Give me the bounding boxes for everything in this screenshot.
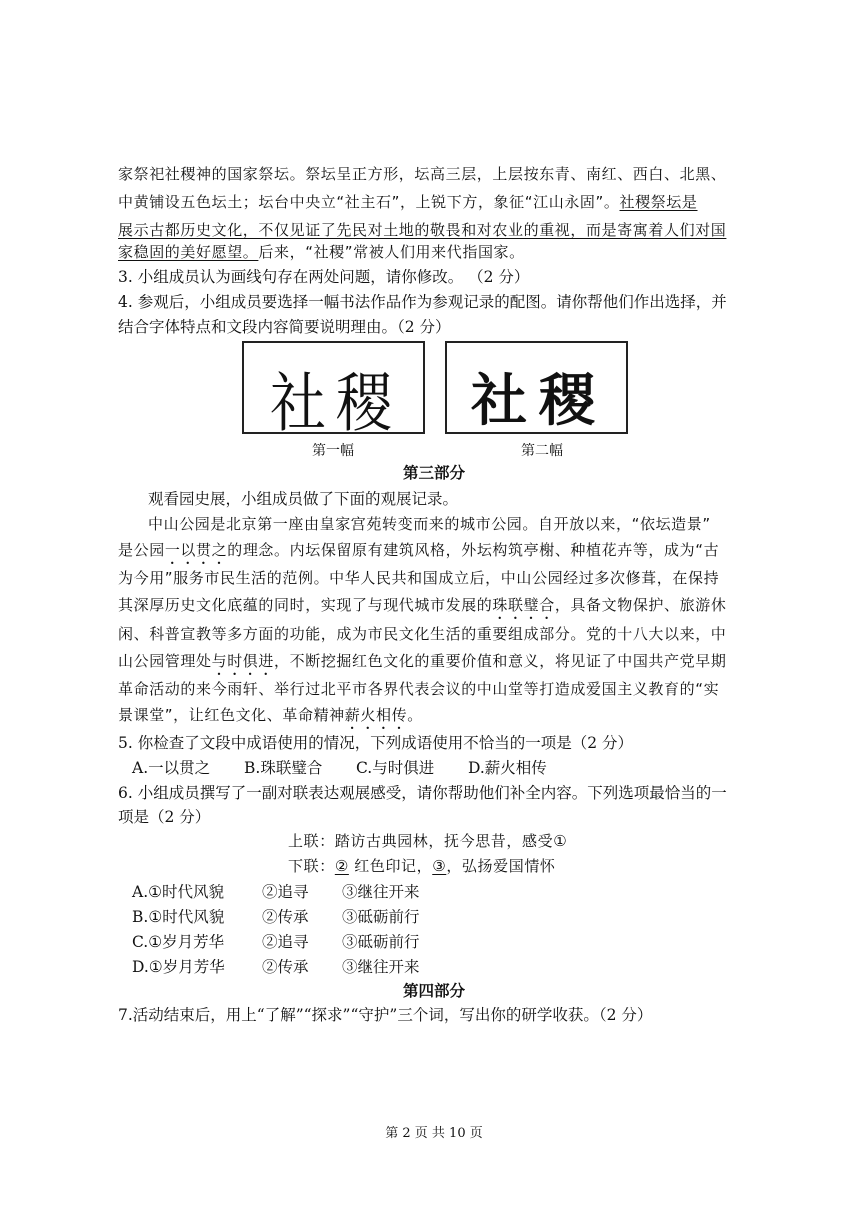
option-a: A.一以贯之: [132, 759, 211, 777]
option-part: ③继往开来: [342, 958, 420, 976]
option-part: ③继往开来: [342, 883, 420, 901]
couplet-upper: 上联：踏访古典园林，抚今思昔，感受①: [288, 832, 568, 850]
record-text: 山公园管理处: [118, 652, 212, 670]
question-5-stem: 5. 你检查了文段中成语使用的情况，下列成语使用不恰当的一项是（2 分）: [118, 734, 634, 752]
record-line-3: 为今用”服务市民生活的范例。中华人民共和国成立后，中山公园经过多次修葺，在保持: [118, 569, 720, 587]
seal-script-text: 社稷: [270, 366, 402, 442]
record-text: 其深厚历史文化底蕴的同时，实现了与现代城市发展的: [118, 596, 493, 614]
record-text: 景课堂”，让红色文化、革命精神: [118, 706, 345, 724]
question-4-line-1: 4. 参观后，小组成员要选择一幅书法作品作为参观记录的配图。请你帮他们作出选择，并: [118, 293, 727, 311]
part-3-heading: 第三部分: [402, 463, 465, 482]
option-c: C.与时俱进: [356, 759, 435, 777]
idiom-yiyiguanzhi: 一以贯之: [164, 541, 228, 559]
record-line-2: [118, 538, 719, 568]
record-text: 。: [407, 706, 423, 724]
image-2-caption: 第二幅: [521, 443, 563, 459]
record-line-7: 革命活动的来今雨轩、举行过北平市各界代表会议的中山堂等打造成爱国主义教育的“实: [118, 680, 720, 698]
record-line-8: [118, 703, 423, 733]
underlined-sentence-part: 社稷祭坛是: [619, 193, 698, 211]
blank-2: ②: [334, 857, 349, 875]
passage-line-3: [118, 218, 726, 242]
option-part: ③砥砺前行: [342, 908, 420, 926]
option-part: ②传承: [262, 908, 309, 926]
option-part: D.①岁月芳华: [132, 958, 225, 976]
idiom-xinhuoxiangchuan: 薪火相传: [344, 706, 408, 724]
question-5-options: [132, 756, 547, 780]
option-d: D.薪火相传: [468, 759, 547, 777]
page-footer: 第 2 页 共 10 页: [385, 1126, 483, 1141]
record-line-4: [118, 593, 726, 623]
option-b: B.珠联璧合: [244, 759, 323, 777]
question-6-option-c: [132, 930, 420, 954]
record-line-1: 中山公园是北京第一座由皇家宫苑转变而来的城市公园。自开放以来，“依坛造景”: [148, 515, 711, 533]
passage-line-1: 家祭祀社稷神的国家祭坛。祭坛呈正方形，坛高三层，上层按东青、南红、西白、北黑、: [118, 165, 727, 183]
record-text: 的理念。内坛保留原有建筑风格，外坛构筑亭榭、种植花卉等，成为“古: [227, 541, 720, 559]
record-text: 是公园: [118, 541, 165, 559]
question-6-option-b: [132, 905, 420, 929]
question-3: 3. 小组成员认为画线句存在两处问题，请你修改。 （2 分）: [118, 268, 530, 286]
clerical-script-text: 社稷: [471, 368, 607, 434]
couplet-lower: [288, 854, 556, 878]
passage-text: 中黄铺设五色坛土；坛台中央立“社主石”，上锐下方，象征“江山永固”。: [118, 193, 620, 211]
record-text: ，不断挖掘红色文化的重要价值和意义，将见证了中国共产党早期: [274, 652, 727, 670]
option-part: ②传承: [262, 958, 309, 976]
passage-line-2: [118, 190, 698, 214]
image-1-caption: 第一幅: [312, 443, 354, 459]
calligraphy-image-2: [445, 341, 628, 434]
option-part: ③砥砺前行: [342, 933, 420, 951]
option-part: B.①时代风貌: [132, 908, 225, 926]
option-part: ②追寻: [262, 933, 309, 951]
question-6-option-a: [132, 880, 420, 904]
passage-line-4: [118, 240, 525, 264]
question-7: 7.活动结束后，用上“了解”“探求”“守护”三个词，写出你的研学收获。（2 分）: [118, 1006, 653, 1024]
idiom-yushijujin: 与时俱进: [211, 652, 275, 670]
couplet-text: ，弘扬爱国情怀: [446, 857, 556, 875]
part-4-heading: 第四部分: [402, 981, 465, 1000]
question-6-option-d: [132, 955, 420, 979]
option-part: C.①岁月芳华: [132, 933, 225, 951]
record-line-6: [118, 649, 726, 679]
idiom-zhulianbihe: 珠联璧合: [492, 596, 555, 614]
question-4-line-2: 结合字体特点和文段内容简要说明理由。（2 分）: [118, 318, 451, 336]
option-part: ②追寻: [262, 883, 309, 901]
underlined-sentence-part: 展示古都历史文化，不仅见证了先民对土地的敬畏和对农业的重视，而是寄寓着人们对国: [118, 221, 727, 239]
calligraphy-image-1: [242, 341, 425, 442]
question-6-stem-line-1: 6. 小组成员撰写了一副对联表达观展感受，请你帮助他们补全内容。下列选项最恰当的一: [118, 784, 727, 802]
option-part: A.①时代风貌: [132, 883, 225, 901]
couplet-text: 红色印记，: [348, 857, 433, 875]
blank-3: ③: [432, 857, 447, 875]
passage-text: 后来，“社稷”常被人们用来代指国家。: [258, 243, 525, 261]
record-text: ，具备文物保护、旅游休: [554, 596, 727, 614]
record-line-5: 闲、科普宣教等多方面的功能，成为市民文化生活的重要组成部分。党的十八大以来，中: [118, 625, 727, 643]
part-3-intro: 观看园史展，小组成员做了下面的观展记录。: [148, 490, 459, 508]
underlined-sentence-part: 家稳固的美好愿望。: [118, 243, 259, 261]
question-6-stem-line-2: 项是（2 分）: [118, 808, 211, 826]
couplet-label: 下联：: [288, 857, 335, 875]
